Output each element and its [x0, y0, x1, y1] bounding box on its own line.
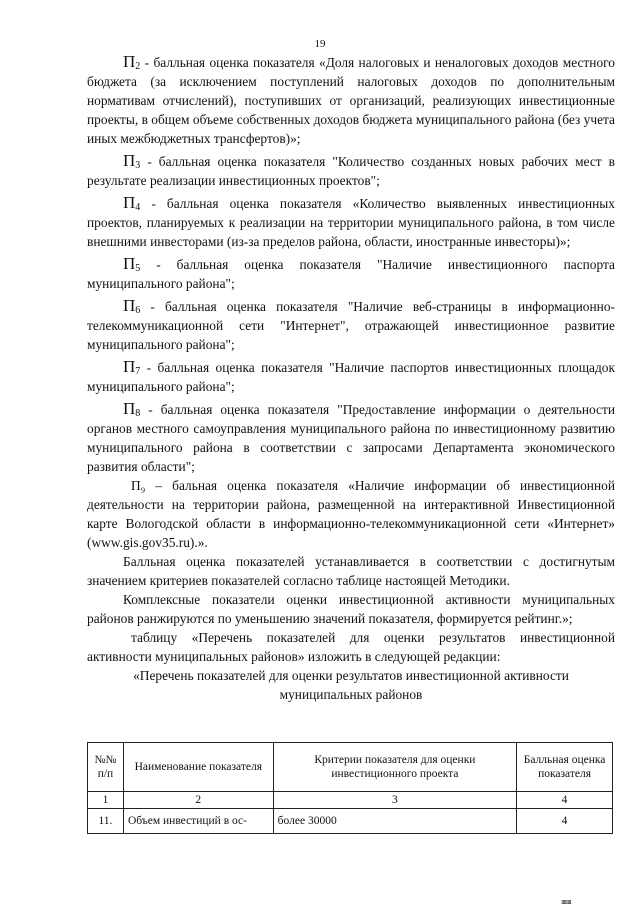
indicator-symbol: $П_2$	[123, 52, 141, 72]
indicator-symbol: $П_4$	[123, 193, 141, 213]
paragraph-p9: П₉ – бальная оценка показателя «Наличие информации об инвестиционной деятельности на территории района, размещенной на интерактивной Инвестиционной карте Вологодской области в информационно-телекоммуникационной сети «Интернет» (www.gis.gov35.ru).».	[87, 478, 615, 550]
header-name: Наименование показателя	[123, 743, 273, 792]
indicators-table	[87, 742, 613, 834]
paragraph-p4: $П_4$ - балльная оценка показателя «Количество выявленных инвестиционных проектов, планируемых к реализации на территории муниципального района, в том числе внешними инвесторами (из-за пределов района, области, иностранные инвесторы)»;	[87, 193, 615, 249]
table-header-row	[88, 743, 613, 792]
numbering-cell: 3	[273, 792, 516, 809]
row-score: 4	[517, 809, 613, 834]
paragraph-p5: $П_5$ - балльная оценка показателя "Наличие инвестиционного паспорта муниципального района";	[87, 254, 615, 291]
paragraph-score: Балльная оценка показателей устанавливается в соответствии с достигнутым значением критериев показателей согласно таблице настоящей Методики.	[87, 554, 615, 588]
footer-barcode-mark: ıııııııı	[561, 897, 571, 906]
paragraph-p2: $П_2$ - балльная оценка показателя «Доля налоговых и неналоговых доходов местного бюджета (за исключением поступлений налоговых доходов по дополнительным нормативам отчислений), поступивших от организаций, реализующих инвестиционные проекты, в общем объеме собственных доходов бюджета муниципального района (без учета иных межбюджетных трансфертов)»;	[87, 52, 615, 146]
paragraph-p8: $П_8$ - балльная оценка показателя "Предоставление информации о деятельности органов местного самоуправления муниципального района по инвестиционному развитию муниципального района в соответствии с запросами Департамента экономического развития области";	[87, 399, 615, 474]
paragraph-table-intro: таблицу «Перечень показателей для оценки результатов инвестиционной активности муниципальных районов» изложить в следующей редакции:	[87, 630, 615, 664]
document-body	[87, 52, 615, 704]
header-score: Балльная оценка показателя	[517, 743, 613, 792]
indicator-symbol: $П_5$	[123, 254, 141, 274]
row-criteria: более 30000	[273, 809, 516, 834]
header-number: №№ п/п	[88, 743, 124, 792]
indicator-symbol: $П_8$	[123, 399, 141, 419]
paragraph-p7: $П_7$ - балльная оценка показателя "Наличие паспортов инвестиционных площадок муниципального района";	[87, 357, 615, 394]
paragraph-p6: $П_6$ - балльная оценка показателя "Наличие веб-страницы в информационно-телекоммуникационной сети "Интернет", отражающей инвестиционное развитие муниципального района";	[87, 296, 615, 352]
table-title: «Перечень показателей для оценки результатов инвестиционной активности муниципальных районов	[133, 668, 569, 702]
row-number: 11.	[88, 809, 124, 834]
row-indicator-name: Объем инвестиций в ос-	[123, 809, 273, 834]
numbering-cell: 2	[123, 792, 273, 809]
indicator-symbol: $П_6$	[123, 296, 141, 316]
indicator-symbol: $П_3$	[123, 151, 141, 171]
numbering-cell: 1	[88, 792, 124, 809]
numbering-cell: 4	[517, 792, 613, 809]
paragraph-complex: Комплексные показатели оценки инвестиционной активности муниципальных районов ранжируются по уменьшению значений показателя, формируется рейтинг.»;	[87, 592, 615, 626]
page-number: 19	[314, 38, 326, 50]
indicator-symbol: $П_7$	[123, 357, 141, 377]
table-row	[88, 809, 613, 834]
table-numbering-row	[88, 792, 613, 809]
paragraph-p3: $П_3$ - балльная оценка показателя "Количество созданных новых рабочих мест в результате реализации инвестиционных проектов";	[87, 151, 615, 188]
header-criteria: Критерии показателя для оценки инвестиционного проекта	[273, 743, 516, 792]
